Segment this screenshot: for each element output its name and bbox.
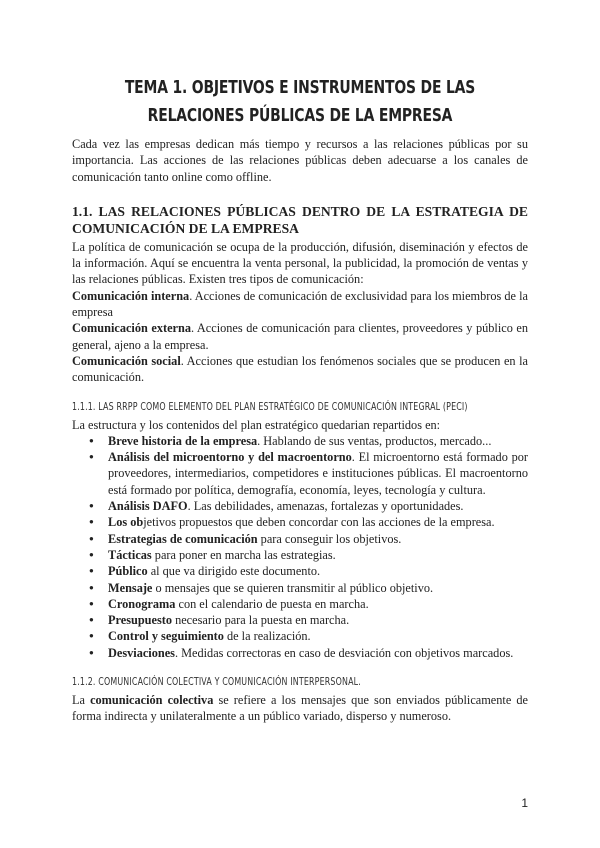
list-item-text: al que va dirigido este documento.	[147, 564, 321, 579]
page-title: TEMA 1. OBJETIVOS E INSTRUMENTOS DE LAS RELACIONES PÚBLICAS DE LA EMPRESA	[124, 77, 476, 126]
list-item-text: necesario para la puesta en marcha.	[172, 613, 350, 628]
definition-term: Comunicación externa	[72, 321, 191, 336]
definition-external	[72, 320, 528, 353]
document-page	[72, 74, 528, 725]
paragraph-text: La	[72, 693, 91, 708]
list-item-bold: Desviaciones	[108, 645, 175, 660]
paragraph-bold: comunicación colectiva	[90, 693, 214, 708]
definition-term: Comunicación interna	[72, 288, 190, 303]
list-item-text: de la realización.	[223, 629, 311, 644]
definition-social	[72, 353, 528, 386]
list-item	[108, 596, 528, 612]
list-item-bold: Análisis DAFO	[108, 499, 188, 514]
list-item	[108, 498, 528, 514]
definition-internal	[72, 288, 528, 321]
list-item	[108, 580, 528, 596]
list-item-bold: Breve historia de la empresa	[108, 433, 258, 448]
list-item-text: para conseguir los objetivos.	[257, 531, 402, 546]
list-item-bold: Tácticas	[108, 547, 152, 562]
section-heading-1-1: 1.1. LAS RELACIONES PÚBLICAS DENTRO DE LA ESTRATEGIA DE COMUNICACIÓN DE LA EMPRESA	[72, 203, 528, 236]
page-number: 1	[521, 796, 528, 810]
definition-text: . Acciones de comunicación para clientes, proveedores y público en general, ajeno a la empresa.	[72, 321, 529, 352]
list-item	[108, 449, 528, 498]
list-item-bold: Cronograma	[108, 596, 176, 611]
list-item-text: . Las debilidades, amenazas, fortalezas y oportunidades.	[187, 499, 464, 514]
list-item	[108, 547, 528, 563]
definition-text: . Acciones de comunicación de exclusividad para los miembros de la empresa	[72, 288, 528, 320]
list-item-text: . El microentorno está formado por proveedores, intermediarios, competidores e instituciones públicas. El macroentorno está formado por política, demografía, economía, leyes, tecnología y cultura.	[108, 450, 528, 497]
list-item-text: con el calendario de puesta en marcha.	[175, 596, 369, 611]
list-item	[108, 612, 528, 628]
list-item-bold: Público	[108, 564, 148, 579]
list-item-text: . Hablando de sus ventas, productos, mercado...	[257, 433, 492, 448]
intro-paragraph: Cada vez las empresas dedican más tiempo y recursos a las relaciones públicas por su importancia. Las acciones de las relaciones públicas deben adecuarse a los canales de comunicación tanto online como offline.	[72, 137, 528, 184]
list-item	[108, 433, 528, 449]
list-item	[108, 645, 528, 661]
list-item-bold: Los ob	[108, 515, 144, 530]
section-1-1-paragraph: La política de comunicación se ocupa de la producción, difusión, diseminación y efectos de la información. Aquí se encuentra la venta personal, la publicidad, la promoción de ventas y las relaciones públicas. Existen tres tipos de comunicación:	[72, 239, 528, 287]
list-item-text: o mensajes que se quieren transmitir al público objetivo.	[152, 580, 434, 595]
list-item-text: jetivos propuestos que deben concordar con las acciones de la empresa.	[143, 515, 495, 530]
list-item-bold: Estrategias de comunicación	[108, 531, 258, 546]
list-item	[108, 531, 528, 547]
paragraph-text: se refiere a los mensajes que son enviados públicamente de forma indirecta y unilateralmente a un público variado, disperso y numeroso.	[72, 693, 528, 724]
section-1-1-1-paragraph: La estructura y los contenidos del plan estratégico quedarian repartidos en:	[72, 417, 441, 432]
definition-term: Comunicación social	[72, 353, 181, 368]
list-item-text: . Medidas correctoras en caso de desviación con objetivos marcados.	[174, 645, 514, 660]
plan-structure-list	[72, 433, 528, 661]
definition-text: . Acciones que estudian los fenómenos sociales que se producen en la comunicación.	[72, 353, 528, 385]
list-item	[108, 628, 528, 644]
list-item-text: para poner en marcha las estrategias.	[151, 547, 336, 562]
list-item-bold: Mensaje	[108, 580, 153, 595]
list-item	[108, 563, 528, 579]
section-heading-1-1-1: 1.1.1. LAS RRPP COMO ELEMENTO DEL PLAN ESTRATÉGICO DE COMUNICACIÓN INTEGRAL (PECI)	[72, 399, 468, 413]
list-item-bold: Control y seguimiento	[108, 629, 224, 644]
section-heading-1-1-2: 1.1.2. COMUNICACIÓN COLECTIVA Y COMUNICACIÓN INTERPERSONAL.	[72, 675, 361, 689]
list-item-bold: Análisis del microentorno y del macroentorno	[108, 450, 352, 465]
section-1-1-2-paragraph	[72, 692, 528, 725]
list-item-bold: Presupuesto	[108, 613, 172, 628]
list-item	[108, 514, 528, 530]
